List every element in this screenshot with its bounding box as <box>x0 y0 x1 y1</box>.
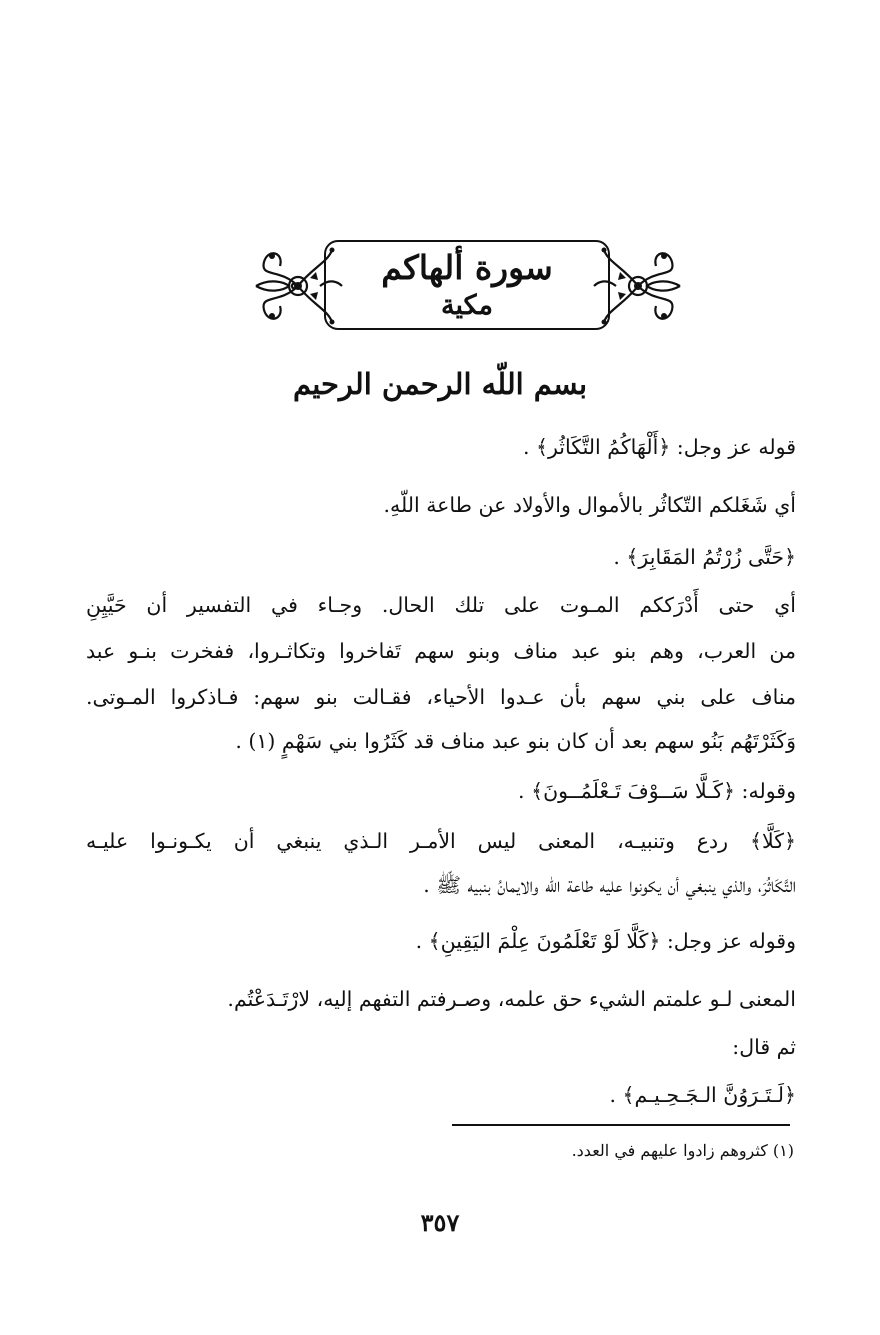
sura-revelation-type: مكية <box>441 290 493 321</box>
basmala-heading: بسم اللّه الرحمن الرحيم <box>292 367 588 401</box>
commentary-line: المعنى لـو علمتم الشيء حق علمه، وصـرفتم التفهم إليه، لارْتَـدَعْتُم. <box>227 987 796 1011</box>
commentary-line: أي شَغَلكم التّكاثُر بالأموال والأولاد عن طاعة اللّهِ. <box>383 493 796 517</box>
commentary-line: أي حتى أَدْرَككم المـوت على تلك الحال. وجـاء في التفسير أن حَيَّيِنِ <box>86 593 796 617</box>
footnote: (١) كثروهم زادوا عليهم في العدد. <box>571 1141 794 1160</box>
verse-line: وقوله عز وجل: ﴿كَلَّا لَوْ تَعْلَمُونَ عِلْمَ اليَقِينِ﴾ . <box>415 929 796 953</box>
sura-header-banner <box>250 238 686 334</box>
commentary-line: ثم قال: <box>732 1035 796 1059</box>
verse-line: وقوله: ﴿كَـلَّا سَــوْفَ تَـعْلَمُــونَ﴾ . <box>518 779 796 803</box>
commentary-line: التَّكَاثُرَ، والذي ينبغي أن يكونوا عليه طاعة اللّه والايمانُ بنبيه ﷺ . <box>423 873 796 897</box>
commentary-line: ﴿كَلَّا﴾ ردع وتنبيـه، المعنى ليس الأمـر الـذي ينبغي أن يكـونـوا عليـه <box>86 829 796 853</box>
sura-title: سورة ألهاكم <box>381 248 553 287</box>
verse-line: ﴿لَـتَـرَوُنَّ الـجَـحِـيـم﴾ . <box>609 1083 796 1107</box>
verse-intro-line: قوله عز وجل: ﴿أَلْهَاكُمُ التَّكَاثُر﴾ . <box>522 435 796 459</box>
commentary-line-with-footnote-ref: وَكَثَرْتَهُم بَنُو سهم بعد أن كان بنو عبد مناف قد كَثَرُوا بني سَهْمٍ (١) . <box>235 729 796 753</box>
page-number: ٣٥٧ <box>420 1208 460 1237</box>
floral-ornament-right <box>590 238 686 334</box>
commentary-line: من العرب، وهم بنو عبد مناف وبنو سهم تَفاخروا وتكاثـروا، ففخرت بنـو عبد <box>86 639 796 663</box>
verse-line: ﴿حَتَّى زُرْتُمُ المَقَابِرَ﴾ . <box>613 545 796 569</box>
commentary-line: مناف على بني سهم بأن عـدوا الأحياء، فقـالت بنو سهم: فـاذكروا المـوتى. <box>86 685 796 709</box>
footnote-separator <box>452 1124 790 1126</box>
